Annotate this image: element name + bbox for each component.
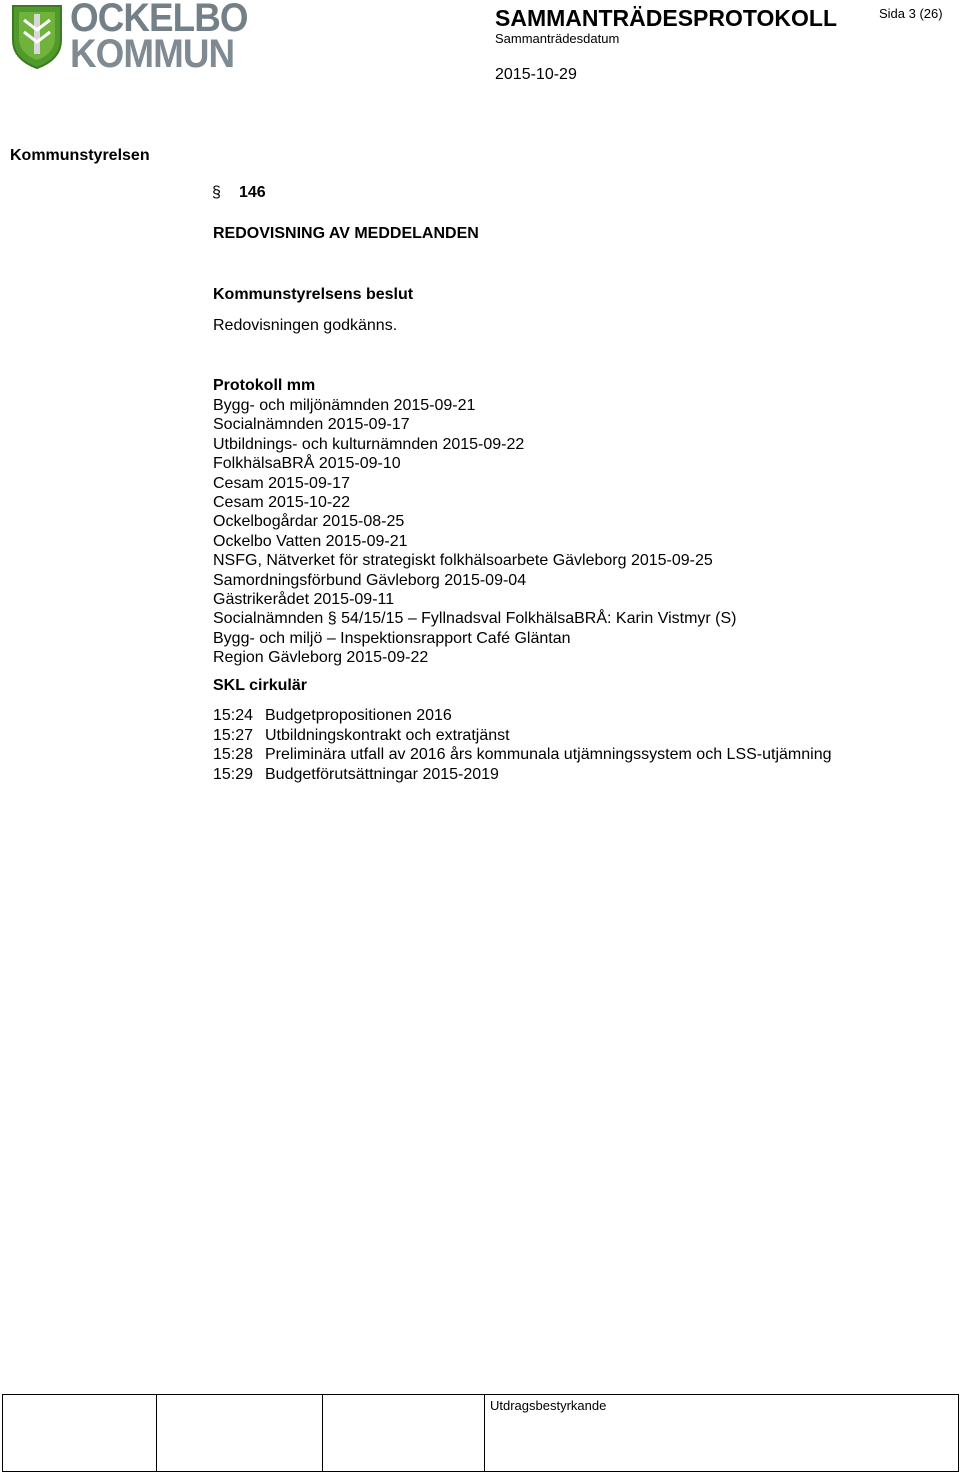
list-item: Gästrikerådet 2015-09-11 bbox=[213, 590, 395, 608]
circular-title: Utbildningskontrakt och extratjänst bbox=[265, 726, 510, 744]
circular-code: 15:28 bbox=[213, 746, 254, 763]
paragraph-sign: § bbox=[212, 184, 221, 201]
list-item: Ockelbo Vatten 2015-09-21 bbox=[213, 532, 408, 550]
logo-text-line1: OCKELBO bbox=[70, 0, 248, 40]
list-item: Region Gävleborg 2015-09-22 bbox=[213, 649, 429, 667]
circular-title: Budgetförutsättningar 2015-2019 bbox=[265, 765, 499, 783]
list-item: Bygg- och miljö – Inspektionsrapport Café Gläntan bbox=[213, 629, 571, 647]
document-title: SAMMANTRÄDESPROTOKOLL bbox=[495, 5, 838, 31]
circular-code: 15:27 bbox=[213, 726, 254, 744]
meeting-date-label: Sammanträdesdatum bbox=[495, 31, 620, 46]
signature-table bbox=[2, 1394, 959, 1472]
page-number: Sida 3 (26) bbox=[879, 6, 943, 21]
skl-circulars-list bbox=[213, 706, 831, 784]
paragraph-number: 146 bbox=[239, 184, 266, 201]
list-item: Samordningsförbund Gävleborg 2015-09-04 bbox=[213, 571, 527, 589]
section-title: REDOVISNING AV MEDDELANDEN bbox=[213, 225, 479, 242]
decision-heading: Kommunstyrelsens beslut bbox=[213, 286, 414, 303]
board-name: Kommunstyrelsen bbox=[10, 147, 150, 164]
municipality-logo bbox=[10, 0, 248, 76]
decision-text: Redovisningen godkänns. bbox=[213, 317, 398, 334]
circular-title: Budgetpropositionen 2016 bbox=[265, 707, 452, 724]
list-item bbox=[213, 745, 831, 765]
list-item: Bygg- och miljönämnden 2015-09-21 bbox=[213, 397, 476, 414]
extract-certification-cell bbox=[485, 1395, 959, 1472]
list-item: Socialnämnden § 54/15/15 – Fyllnadsval FolkhälsaBRÅ: Karin Vistmyr (S) bbox=[213, 610, 737, 628]
extract-certification-label: Utdragsbestyrkande bbox=[490, 1398, 607, 1413]
meeting-date: 2015-10-29 bbox=[495, 66, 577, 83]
signature-cell bbox=[157, 1395, 323, 1472]
list-item bbox=[213, 706, 831, 726]
list-item: Socialnämnden 2015-09-17 bbox=[213, 416, 410, 434]
list-item: Utbildnings- och kulturnämnden 2015-09-22 bbox=[213, 435, 525, 453]
list-item: Cesam 2015-10-22 bbox=[213, 493, 350, 511]
skl-heading: SKL cirkulär bbox=[213, 677, 307, 694]
signature-cell bbox=[3, 1395, 157, 1472]
signature-cell bbox=[323, 1395, 485, 1472]
list-item: NSFG, Nätverket för strategiskt folkhälsoarbete Gävleborg 2015-09-25 bbox=[213, 552, 713, 570]
circular-code: 15:24 bbox=[213, 707, 254, 724]
list-item bbox=[213, 765, 831, 785]
list-item: FolkhälsaBRÅ 2015-09-10 bbox=[213, 455, 401, 473]
logo-text-line2: KOMMUN bbox=[70, 32, 235, 76]
list-item bbox=[213, 726, 831, 746]
coat-of-arms-icon bbox=[10, 2, 64, 70]
protocols-heading: Protokoll mm bbox=[213, 377, 316, 394]
circular-title: Preliminära utfall av 2016 års kommunala utjämningssystem och LSS-utjämning bbox=[265, 746, 832, 763]
protocols-list bbox=[213, 396, 737, 667]
circular-code: 15:29 bbox=[213, 765, 254, 783]
list-item: Cesam 2015-09-17 bbox=[213, 474, 350, 492]
list-item: Ockelbogårdar 2015-08-25 bbox=[213, 513, 405, 531]
